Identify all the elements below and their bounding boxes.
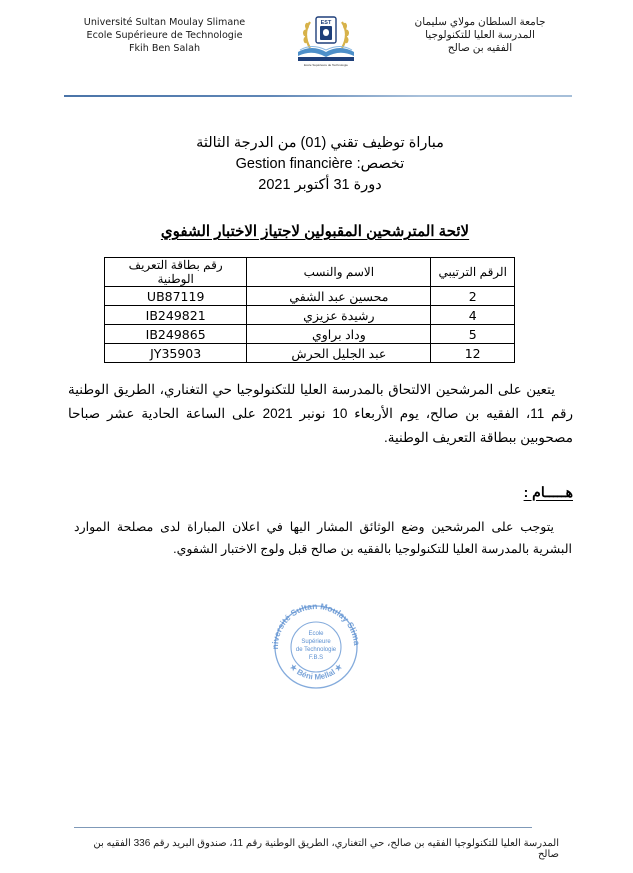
name-cell: وداد براوي [247,325,431,344]
stamp-inner-line-1: Ecole [308,631,324,637]
important-paragraph: يتوجب على المرشحين وضع الوثائق المشار اليها في اعلان المباراة لدى مصلحة الموارد البشرية بالمدرسة العليا للتكنولوجيا بالفقيه بن صالح قبل ولوج الاختبار الشفوي. [74,520,572,556]
name-cell: رشيدة عزيزي [247,306,431,325]
table-header-row [105,258,515,287]
rank-cell: 5 [431,325,515,344]
stamp-inner-line-3: de Technologie [295,647,337,653]
badge-text: EST [320,20,332,26]
table-row [105,325,515,344]
session-date: دورة 31 أكتوبر 2021 [258,177,382,193]
table-row [105,287,515,306]
column-header-name: الاسم والنسب [247,258,431,287]
specialty-value: Gestion financière [235,156,353,172]
table-row [105,344,515,363]
city-name-fr: Fkih Ben Salah [128,43,201,54]
header-divider [64,95,572,97]
table-row [105,306,515,325]
column-header-rank: الرقم الترتيبي [431,258,515,287]
candidates-table [104,257,515,363]
school-name-fr: Ecole Supérieure de Technologie [86,30,243,41]
name-cell: محسين عبد الشفي [247,287,431,306]
footer-divider [74,827,532,828]
specialty-line [120,154,520,175]
institution-name-arabic [400,16,560,55]
column-header-id: رقم بطاقة التعريف الوطنية [105,258,247,287]
open-book-icon [298,47,354,58]
official-stamp [266,601,366,689]
logo-caption-bar [298,57,354,61]
candidates-list-title: لائحة المترشحين المقبولين لاجتياز الاختبار الشفوي [160,223,470,240]
stamp-inner-line-4: F.B.S [308,655,324,661]
school-name-ar: المدرسة العليا للتكنولوجيا [425,29,535,41]
id-cell: UB87119 [105,287,247,306]
id-cell: IB249865 [105,325,247,344]
university-name-ar: جامعة السلطان مولاي سليمان [414,16,546,28]
competition-title-block [120,133,520,196]
institution-name-french [62,16,267,55]
rank-cell: 2 [431,287,515,306]
school-logo [288,14,364,70]
stamp-inner-line-2: Supérieure [301,639,331,645]
university-name-fr: Université Sultan Moulay Slimane [83,17,246,28]
exam-notice-paragraph: يتعين على المرشحين الالتحاق بالمدرسة العليا للتكنولوجيا حي التغناري، الطريق الوطنية رقم 11، الفقيه بن صالح، يوم الأربعاء 10 نونبر 2021 على الساعة الحادية عشر صباحا مصحوبين ببطاقة التعريف الوطنية. [68,382,573,445]
id-cell: JY35903 [105,344,247,363]
footer-address: المدرسة العليا للتكنولوجيا الفقيه بن صالح، حي التغناري، الطريق الوطنية رقم 11، صندوق البريد رقم 336 الفقيه بن صالح [93,838,559,860]
logo-caption-fr: Ecole Supérieure de Technologie [304,63,348,67]
name-cell: عبد الجليل الحرش [247,344,431,363]
specialty-label: تخصص: [356,156,405,172]
city-name-ar: الفقيه بن صالح [447,42,513,54]
id-cell: IB249821 [105,306,247,325]
competition-title: مباراة توظيف تقني (01) من الدرجة الثالثة [196,135,444,151]
stamp-outer-text-top: niversité Sultan Moulay Slima [269,601,363,650]
rank-cell: 4 [431,306,515,325]
stamp-outer-text-bottom: ★ Béni Mellal ★ [287,661,345,682]
rank-cell: 12 [431,344,515,363]
important-heading: هـــــام : [523,484,573,500]
